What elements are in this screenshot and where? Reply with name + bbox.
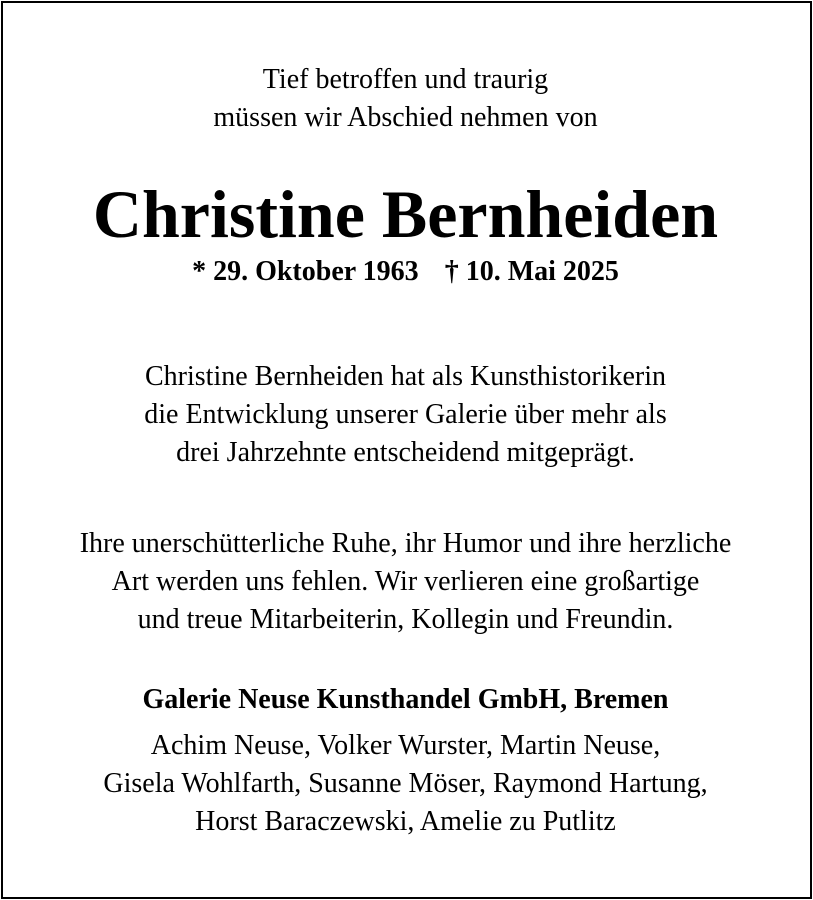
tribute-paragraph-2-line-1: Ihre unerschütterliche Ruhe, ihr Humor und ihre herzliche [79, 528, 732, 559]
tribute-paragraph-2-line-2: Art werden uns fehlen. Wir verlieren eine großartige [111, 566, 700, 597]
tribute-paragraph-2-line-3: und treue Mitarbeiterin, Kollegin und Freundin. [137, 604, 674, 635]
signature-names-line-3: Horst Baraczewski, Amelie zu Putlitz [195, 806, 616, 837]
death-date: † 10. Mai 2025 [444, 256, 619, 287]
signature-company: Galerie Neuse Kunsthandel GmbH, Bremen [142, 684, 669, 715]
intro-line-1: Tief betroffen und traurig [262, 64, 549, 95]
tribute-paragraph-1-line-3: drei Jahrzehnte entscheidend mitgeprägt. [176, 437, 635, 468]
deceased-name: Christine Bernheiden [92, 176, 719, 252]
signature-names-line-2: Gisela Wohlfarth, Susanne Möser, Raymond Hartung, [103, 768, 708, 799]
signature-names-line-1: Achim Neuse, Volker Wurster, Martin Neuse, [150, 730, 661, 761]
life-dates [0, 255, 811, 289]
birth-date: * 29. Oktober 1963 [192, 256, 419, 287]
tribute-paragraph-1-line-1: Christine Bernheiden hat als Kunsthistorikerin [144, 361, 667, 392]
tribute-paragraph-1-line-2: die Entwicklung unserer Galerie über mehr als [144, 399, 667, 430]
intro-line-2: müssen wir Abschied nehmen von [213, 102, 598, 133]
